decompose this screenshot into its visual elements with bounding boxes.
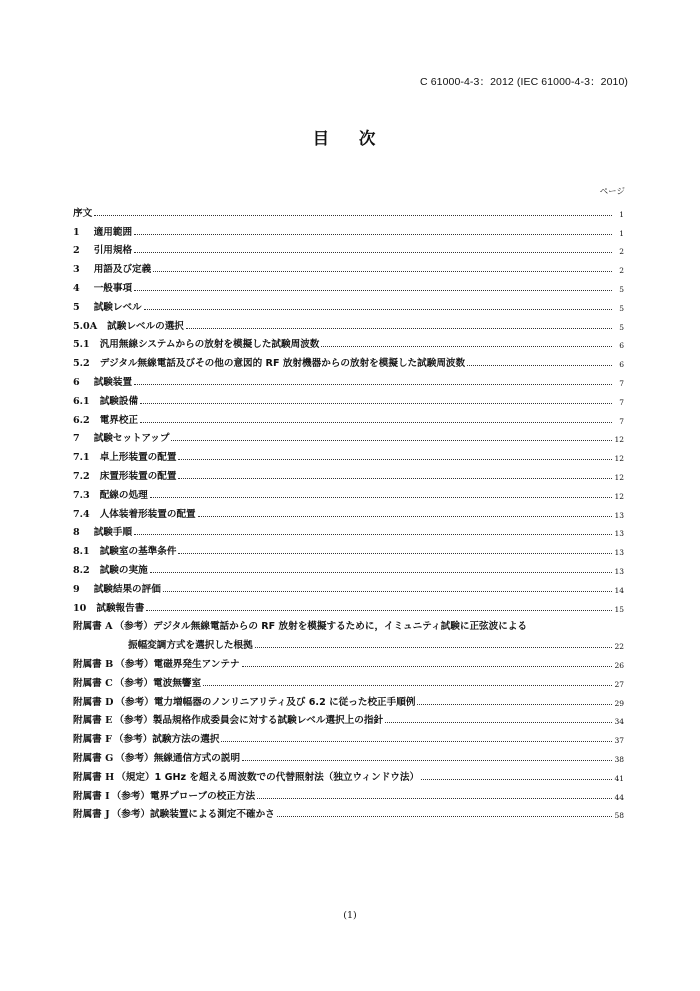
toc-entry-page: 1: [619, 228, 624, 238]
page-title: 目 次: [312, 129, 388, 148]
toc-entry-page: 41: [614, 773, 624, 783]
toc-entry[interactable]: [73, 632, 624, 651]
toc-entry[interactable]: [73, 708, 624, 727]
toc-entry-number: 附属書 A: [73, 621, 113, 633]
toc-entry-number: 1: [73, 226, 80, 238]
toc-entry[interactable]: [73, 764, 624, 783]
toc-entry-number: 5.2: [73, 358, 90, 370]
toc-entry-number: 附属書 B: [73, 658, 114, 670]
toc-entry-number: 5.0A: [73, 320, 98, 332]
toc-entry-title: （参考）試験装置による測定不確かさ: [111, 809, 275, 821]
dot-leader: [186, 328, 612, 329]
toc-entry-title: 試験の実施: [99, 564, 148, 576]
toc-entry-number: 7.3: [73, 489, 90, 501]
toc-entry-page: 13: [614, 529, 624, 539]
toc-entry-title: 試験装置: [93, 376, 133, 388]
document-id: C 61000-4-3：2012 (IEC 61000-4-3：2010): [420, 76, 628, 88]
toc-entry-page: 6: [619, 341, 624, 351]
toc-entry-title: 序文: [73, 207, 93, 219]
toc-entry-number: 附属書 F: [73, 734, 112, 746]
dot-leader: [417, 704, 612, 705]
toc-entry[interactable]: [73, 275, 624, 294]
toc-entry-page: 5: [619, 284, 624, 294]
toc-entry-page: 15: [614, 604, 624, 614]
toc-entry-page: 12: [614, 472, 624, 482]
dot-leader: [144, 309, 612, 310]
toc-entry[interactable]: [73, 802, 624, 821]
toc-entry[interactable]: [73, 200, 624, 219]
toc-entry-number: 7: [73, 433, 80, 445]
toc-entry-number: 7.4: [73, 508, 90, 520]
dot-leader: [163, 591, 612, 592]
toc-entry-page: 7: [619, 397, 624, 407]
toc-entry[interactable]: [73, 745, 624, 764]
toc-entry[interactable]: [73, 614, 624, 633]
toc-entry-title: 汎用無線システムからの放射を模擬した試験周波数: [99, 339, 320, 351]
toc-entry[interactable]: [73, 426, 624, 445]
dot-leader: [94, 215, 612, 216]
toc-entry-number: 8: [73, 527, 80, 539]
toc-entry-number: 5.1: [73, 339, 90, 351]
toc-entry-number: 附属書 I: [73, 790, 110, 802]
toc-entry-page: 37: [614, 736, 624, 746]
dot-leader: [171, 440, 612, 441]
toc-entry-page: 34: [614, 717, 624, 727]
toc-entry-number: 附属書 C: [73, 677, 113, 689]
toc-entry[interactable]: [73, 670, 624, 689]
toc-entry-page: 13: [614, 510, 624, 520]
toc-entry-page: 6: [619, 360, 624, 370]
toc-entry-title: 一般事項: [93, 282, 133, 294]
toc-entry-number: 9: [73, 583, 80, 595]
toc-entry[interactable]: [73, 313, 624, 332]
toc-entry-title: 試験設備: [99, 395, 139, 407]
dot-leader: [134, 534, 612, 535]
toc-entry-title: （規定）1 GHz を超える周波数での代替照射法（独立ウィンドウ法）: [116, 771, 420, 783]
toc-entry[interactable]: [73, 651, 624, 670]
dot-leader: [467, 365, 612, 366]
toc-entry-number: 附属書 E: [73, 715, 113, 727]
toc-entry-page: 5: [619, 322, 624, 332]
dot-leader: [221, 741, 612, 742]
toc-entry-title: （参考）デジタル無線電話からの RF 放射を模擬するために，イミュニティ試験に正弦波による: [114, 621, 528, 633]
toc-entry-number: 6: [73, 376, 80, 388]
dot-leader: [255, 647, 612, 648]
toc-entry[interactable]: [73, 595, 624, 614]
toc-entry-page: 22: [614, 642, 624, 652]
toc-entry[interactable]: [73, 369, 624, 388]
toc-entry-page: 12: [614, 454, 624, 464]
toc-entry-page: 27: [614, 679, 624, 689]
toc-entry-number: 附属書 G: [73, 752, 114, 764]
dot-leader: [203, 685, 612, 686]
toc-entry-title: 電界校正: [99, 414, 139, 426]
dot-leader: [134, 234, 612, 235]
dot-leader: [134, 290, 612, 291]
toc-entry-title: デジタル無線電話及びその他の意図的 RF 放射機器からの放射を模擬した試験周波数: [99, 358, 466, 370]
toc-entry-page: 14: [614, 585, 624, 595]
dot-leader: [134, 252, 612, 253]
toc-entry[interactable]: [73, 332, 624, 351]
toc-entry[interactable]: [73, 407, 624, 426]
toc-entry-page: 58: [614, 811, 624, 821]
toc-entry-number: 8.2: [73, 564, 90, 576]
dot-leader: [146, 610, 612, 611]
toc-entry-title: （参考）電界プローブの校正方法: [111, 790, 256, 802]
toc-entry-title: 試験結果の評価: [93, 583, 161, 595]
toc-entry-title: 用語及び定義: [93, 264, 152, 276]
toc-entry-page: 2: [619, 247, 624, 257]
dot-leader: [150, 572, 612, 573]
table-of-contents: [73, 200, 624, 820]
toc-entry-number: 8.1: [73, 546, 90, 558]
toc-entry[interactable]: [73, 557, 624, 576]
toc-entry-title: 配線の処理: [99, 489, 148, 501]
toc-entry-title: 試験レベルの選択: [107, 320, 184, 332]
dot-leader: [277, 816, 612, 817]
toc-entry-title: 床置形装置の配置: [99, 470, 177, 482]
toc-entry[interactable]: [73, 444, 624, 463]
toc-entry-title: 人体装着形装置の配置: [99, 508, 196, 520]
dot-leader: [321, 346, 612, 347]
toc-entry-title: 試験室の基準条件: [99, 546, 177, 558]
toc-entry-number: 3: [73, 264, 80, 276]
dot-leader: [257, 798, 612, 799]
toc-entry-title: 引用規格: [93, 245, 133, 257]
dot-leader: [134, 384, 612, 385]
dot-leader: [140, 403, 612, 404]
toc-entry-title: 試験報告書: [96, 602, 145, 614]
toc-entry-page: 38: [614, 754, 624, 764]
toc-entry[interactable]: [73, 294, 624, 313]
dot-leader: [178, 478, 612, 479]
page-number: (1): [343, 910, 357, 921]
toc-entry-page: 5: [619, 303, 624, 313]
toc-entry-title: 試験セットアップ: [93, 433, 170, 445]
toc-entry[interactable]: [73, 463, 624, 482]
toc-entry-number: 5: [73, 301, 80, 313]
toc-entry[interactable]: [73, 501, 624, 520]
toc-entry-title: 卓上形装置の配置: [99, 452, 177, 464]
dot-leader: [140, 422, 612, 423]
toc-entry-title: （参考）製品規格作成委員会に対する試験レベル選択上の指針: [114, 715, 384, 727]
dot-leader: [150, 497, 612, 498]
toc-entry-number: 6.2: [73, 414, 90, 426]
dot-leader: [178, 553, 612, 554]
toc-entry[interactable]: [73, 350, 624, 369]
toc-entry[interactable]: [73, 482, 624, 501]
toc-entry[interactable]: [73, 520, 624, 539]
toc-entry[interactable]: [73, 783, 624, 802]
toc-entry-title: （参考）電波無響室: [114, 677, 202, 689]
toc-entry-page: 44: [614, 792, 624, 802]
dot-leader: [242, 666, 612, 667]
toc-entry-title: 試験レベル: [93, 301, 142, 313]
toc-entry-page: 12: [614, 491, 624, 501]
dot-leader: [178, 459, 612, 460]
toc-entry-title: （参考）無線通信方式の説明: [115, 752, 241, 764]
toc-entry-page: 13: [614, 548, 624, 558]
toc-entry-number: 附属書 J: [73, 809, 110, 821]
toc-entry[interactable]: [73, 576, 624, 595]
toc-entry-page: 29: [614, 698, 624, 708]
toc-entry-page: 2: [619, 266, 624, 276]
toc-entry[interactable]: [73, 238, 624, 257]
toc-entry-number: 2: [73, 245, 80, 257]
toc-entry-title: 試験手順: [93, 527, 133, 539]
toc-entry-title: 振幅変調方式を選択した根拠: [128, 640, 253, 652]
toc-entry-page: 7: [619, 378, 624, 388]
dot-leader: [153, 271, 612, 272]
toc-entry-page: 7: [619, 416, 624, 426]
toc-entry-number: 附属書 H: [73, 771, 115, 783]
toc-entry-number: 7.2: [73, 470, 90, 482]
toc-entry-title: （参考）電磁界発生アンテナ: [115, 658, 240, 670]
toc-entry-number: 7.1: [73, 452, 90, 464]
toc-entry-page: 26: [614, 660, 624, 670]
toc-entry-number: 4: [73, 282, 80, 294]
toc-entry-page: 12: [614, 435, 624, 445]
dot-leader: [242, 760, 612, 761]
toc-entry[interactable]: [73, 256, 624, 275]
toc-entry-number: 6.1: [73, 395, 90, 407]
toc-entry[interactable]: [73, 538, 624, 557]
toc-entry[interactable]: [73, 726, 624, 745]
toc-entry[interactable]: [73, 388, 624, 407]
toc-entry-number: 附属書 D: [73, 696, 114, 708]
dot-leader: [198, 516, 612, 517]
page-column-label: ページ: [599, 187, 625, 197]
toc-entry-title: 適用範囲: [93, 226, 133, 238]
dot-leader: [385, 722, 612, 723]
toc-entry-title: （参考）試験方法の選択: [113, 734, 220, 746]
toc-entry[interactable]: [73, 689, 624, 708]
toc-entry-title: （参考）電力増幅器のノンリニアリティ及び 6.2 に従った校正手順例: [115, 696, 416, 708]
toc-entry-number: 10: [73, 602, 87, 614]
toc-entry-page: 13: [614, 566, 624, 576]
toc-entry-page: 1: [619, 209, 624, 219]
toc-entry[interactable]: [73, 219, 624, 238]
dot-leader: [421, 779, 612, 780]
